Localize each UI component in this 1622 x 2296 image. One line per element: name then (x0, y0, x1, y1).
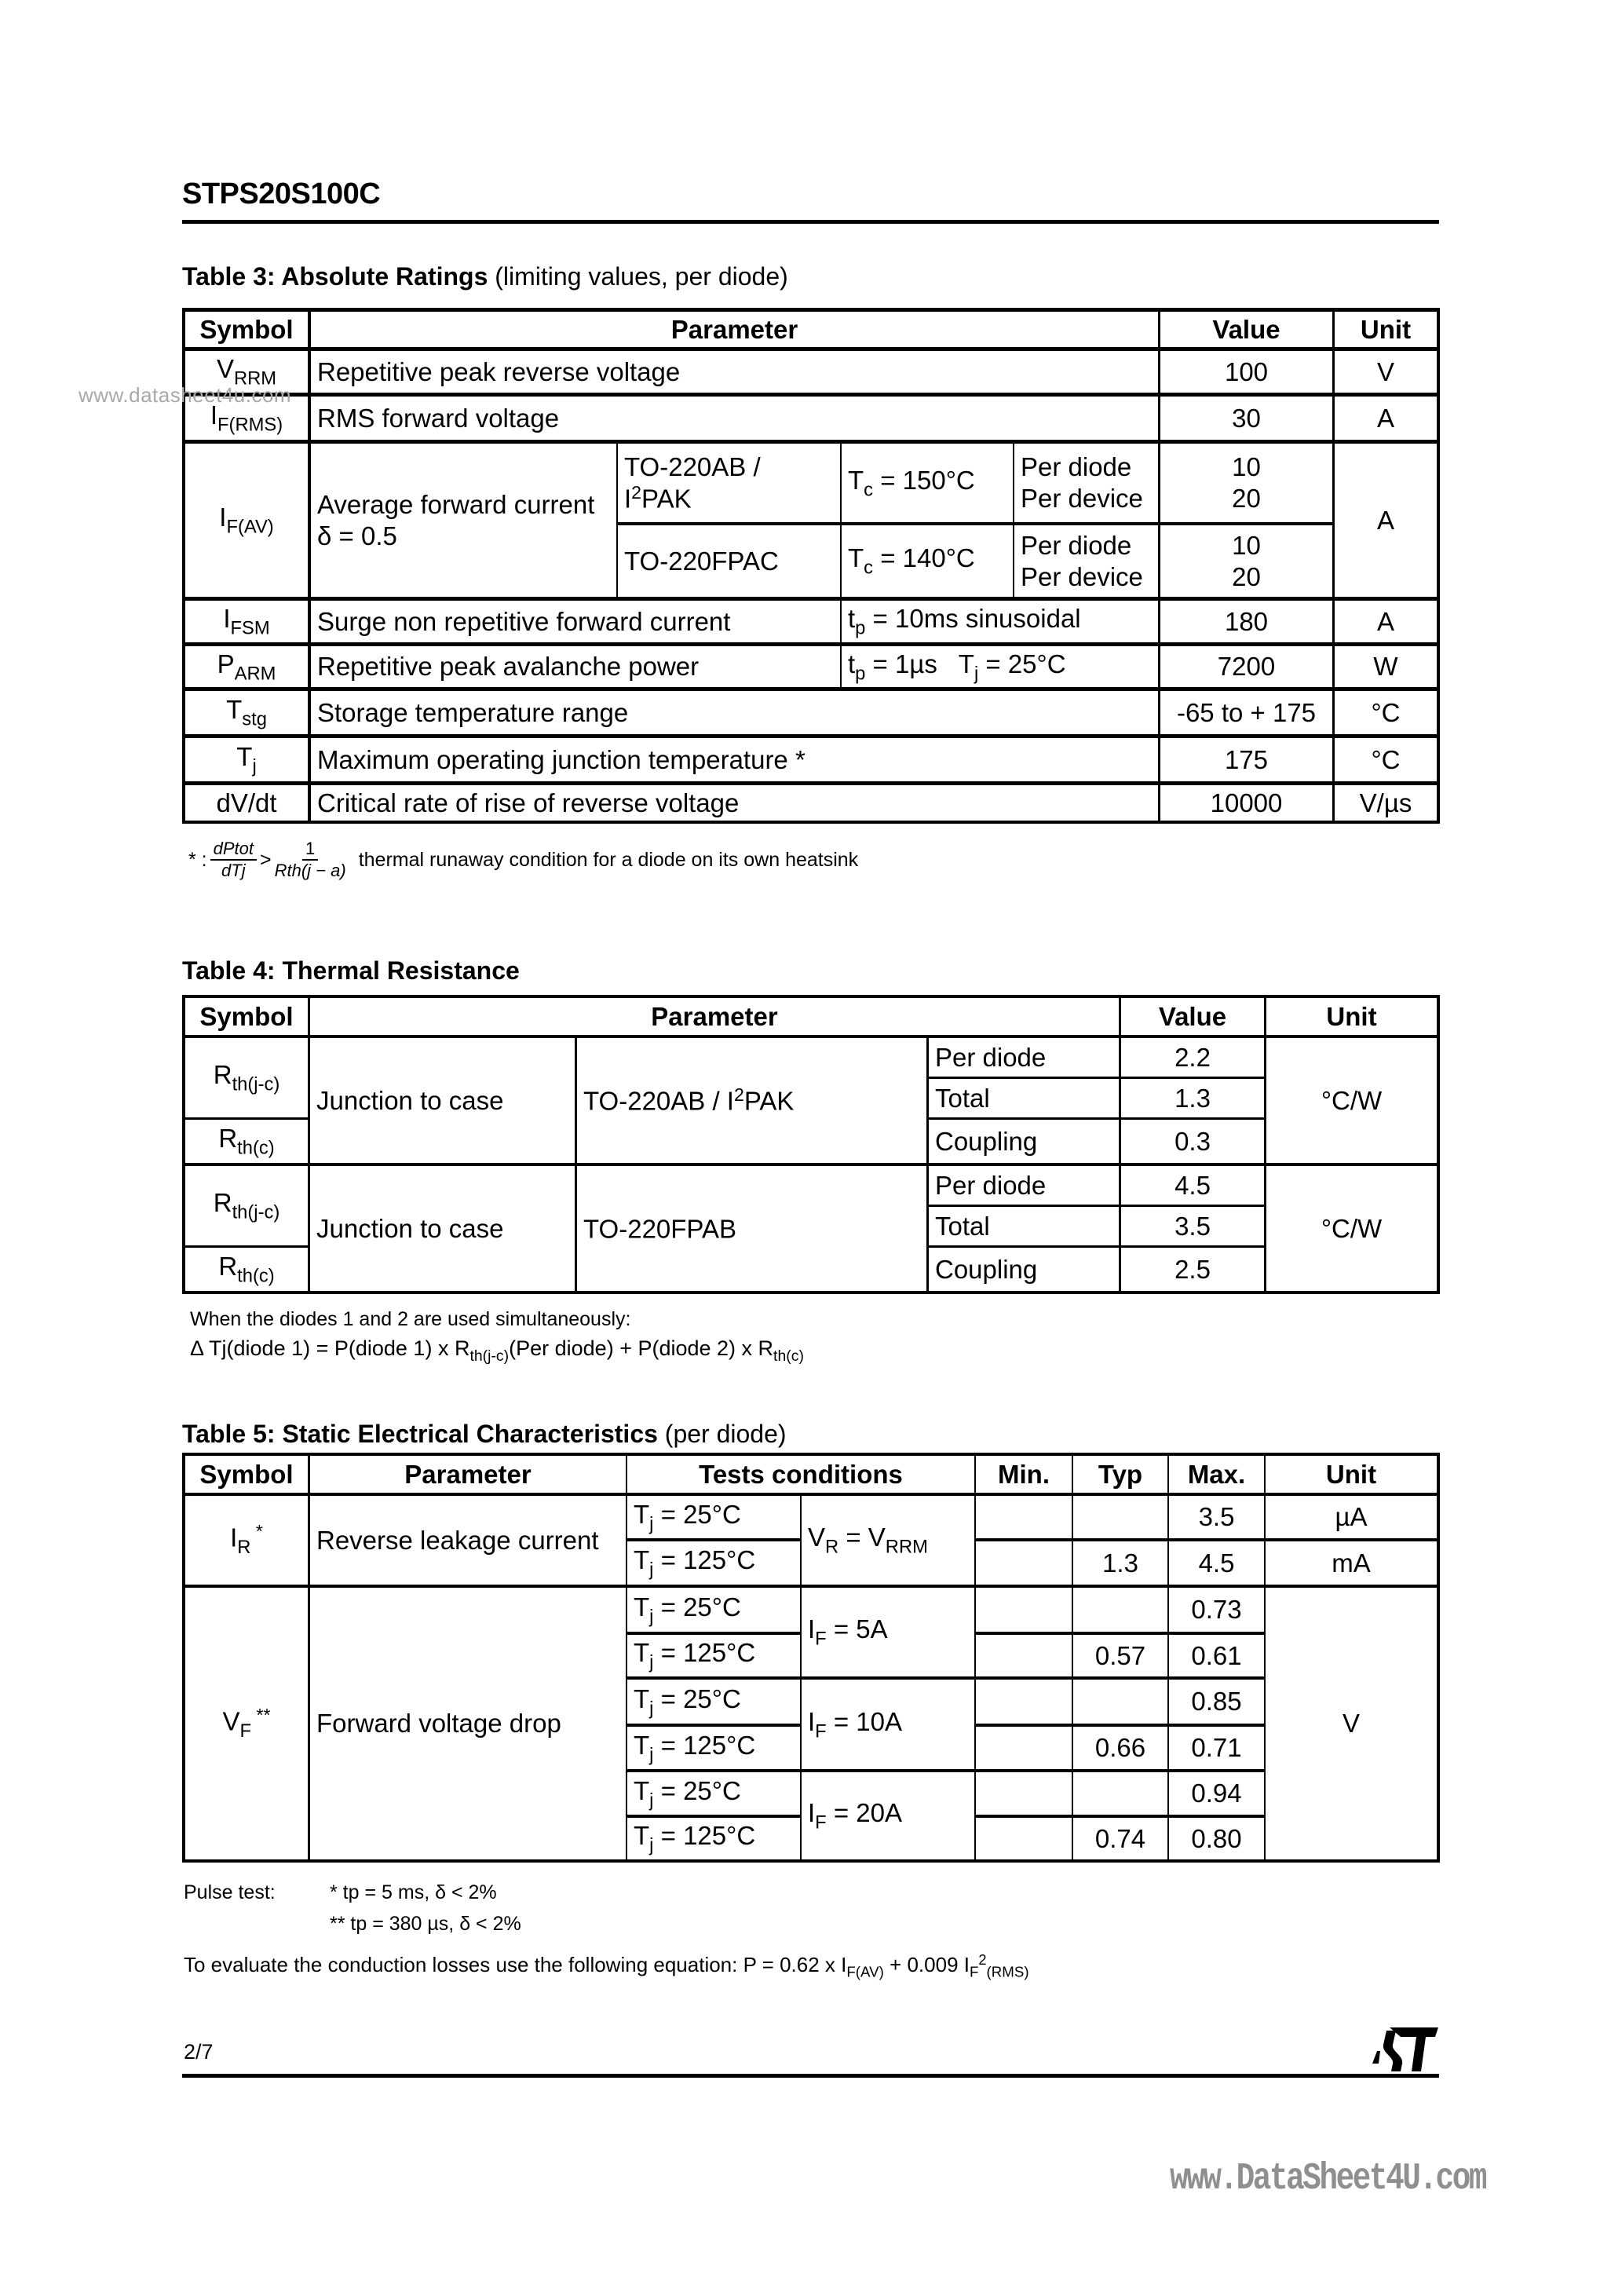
fraction-1-rth: $\frac{1}{\text{Rth(j − a)}}$ (274, 839, 346, 880)
table5-min (976, 1727, 1072, 1769)
table5-title-bold: Table 5: Static Electrical Characteristics (182, 1420, 658, 1448)
table4-value: 2.5 (1174, 1254, 1211, 1284)
table5-tj: $T_j = 125^\circ C$ (634, 1730, 756, 1765)
table4-label: Per diode (935, 1170, 1047, 1200)
table3-symbol-tstg: $T_{stg}$ (226, 695, 267, 730)
table5-min (976, 1818, 1072, 1859)
table4-symbol-rthjc-2: $R_{th(j-c)}$ (213, 1188, 280, 1223)
table5-max: 0.71 (1191, 1733, 1242, 1763)
table3-condition-parm: $t_p = 1\mu s$ $T_j = 25^\circ C$ (848, 649, 1066, 684)
table5-header-symbol: Symbol (199, 1459, 294, 1489)
table4-header-symbol: Symbol (199, 1001, 294, 1031)
table5-header-typ: Typ (1098, 1459, 1143, 1489)
table3-symbol-parm: $P_{ARM}$ (217, 649, 276, 684)
table5-unit: µA (1335, 1502, 1368, 1532)
table3-symbol-tj: $T_j$ (236, 742, 257, 777)
table3-value-tstg: -65 to + 175 (1176, 697, 1317, 727)
table3-param-tj: Maximum operating junction temperature * (317, 744, 806, 774)
table5-border-bottom (182, 1859, 1439, 1863)
table5-condition-if: $I_F = 10A$ (808, 1706, 903, 1742)
table4-label: Total (935, 1211, 990, 1241)
watermark-left: www.datasheet4u.com (79, 383, 292, 407)
table5-typ: 1.3 (1102, 1548, 1138, 1578)
table5-header-max: Max. (1187, 1459, 1246, 1489)
table3-condition-ifsm: $t_p = 10ms$ sinusoidal (848, 604, 1081, 639)
table5-max: 0.61 (1191, 1640, 1242, 1670)
table5-param-ir: Reverse leakage current (316, 1525, 599, 1555)
table5-unit-vf: V (1342, 1709, 1360, 1738)
table5-min (976, 1635, 1072, 1676)
table4-label: Total (935, 1083, 990, 1113)
table3-footnote: * : $\frac{\text{dPtot}}{\text{dTj}}$ > $\frac{1}{\text{Rth(j − a)}}$ thermal runaway condition for a diode on its own heatsink (188, 839, 859, 880)
table3-unit-tj: °C (1371, 744, 1401, 774)
header-rule (182, 220, 1439, 224)
table5-typ: 0.74 (1094, 1823, 1146, 1853)
table5-title (182, 1420, 787, 1449)
table5-param-vf: Forward voltage drop (316, 1709, 561, 1738)
table3-unit-parm: W (1373, 652, 1398, 682)
table5-typ: 0.66 (1094, 1733, 1146, 1763)
table4-unit-1: °C/W (1321, 1085, 1383, 1115)
table5-max: 4.5 (1198, 1548, 1235, 1578)
table5-typ (1073, 1772, 1167, 1815)
table4-symbol-rthjc-1: $R_{th(j-c)}$ (213, 1060, 280, 1095)
table5-typ (1073, 1496, 1167, 1538)
watermark-bottom: www.DataSheet4U.com (1170, 2158, 1486, 2200)
table4-value: 3.5 (1174, 1211, 1211, 1241)
table3-unit-tstg: °C (1371, 697, 1401, 727)
table3-param-dvdt: Critical rate of rise of reverse voltage (317, 788, 740, 817)
table3-labels-pkg1: Per diode Per device (1021, 452, 1143, 513)
table3-unit-dvdt: V/µs (1359, 788, 1412, 817)
table5-tj: $T_j = 25^\circ C$ (634, 1592, 741, 1627)
table3-symbol-ifsm: $I_{FSM}$ (223, 604, 270, 639)
table3-value-dvdt: 10000 (1210, 788, 1283, 817)
table3-package-to220ab: TO-220AB / $I^2PAK$ (624, 452, 761, 514)
table3-value-parm: 7200 (1217, 652, 1276, 682)
table5-max: 0.94 (1191, 1779, 1242, 1808)
table3-symbol-ifav: $I_{F(AV)}$ (219, 503, 274, 538)
table4-label: Coupling (935, 1254, 1038, 1284)
table3-param-ifav: Average forward current δ = 0.5 (317, 489, 595, 550)
table5-tj: $T_j = 25^\circ C$ (634, 1684, 741, 1719)
table5-tj: $T_j = 125^\circ C$ (634, 1821, 756, 1856)
table3-param-tstg: Storage temperature range (317, 697, 629, 727)
table4-note-line2: Δ Tj(diode 1) = P(diode 1) x $R_{th(j-c)}(Per$ diode) + P(diode 2) x $R_{th(c)}$ (190, 1336, 804, 1365)
fraction-dptot-dtj: $\frac{\text{dPtot}}{\text{dTj}}$ (210, 839, 257, 881)
table4-header-unit: Unit (1326, 1001, 1377, 1031)
table5-title-rest: (per diode) (657, 1420, 787, 1448)
table5-max: 0.85 (1191, 1687, 1242, 1717)
table5-tj: $T_j = 125^\circ C$ (634, 1638, 756, 1673)
table5-tj: $T_j = 125^\circ C$ (634, 1545, 756, 1581)
table3-values-pkg1: 10 20 (1232, 452, 1261, 513)
table3-symbol-ifrms: $I_{F(RMS)}$ (210, 400, 283, 436)
table5-tj: $T_j = 25^\circ C$ (634, 1499, 741, 1534)
table3-condition-tc140: $T_c = 140^\circ C$ (848, 543, 975, 579)
table3-condition-tc150: $T_c = 150^\circ C$ (848, 465, 975, 500)
table4-unit-2: °C/W (1321, 1213, 1383, 1243)
table4-title: Table 4: Thermal Resistance (182, 956, 520, 985)
table3-value-vrrm: 100 (1224, 356, 1269, 386)
table5-header-min: Min. (998, 1459, 1050, 1489)
table3-title-bold: Table 3: Absolute Ratings (182, 262, 488, 291)
table4-symbol-rthc-2: $R_{th(c)}$ (218, 1252, 275, 1287)
table4-value: 0.3 (1174, 1126, 1211, 1156)
table4-param-1: Junction to case (316, 1085, 504, 1115)
table4-border-right (1437, 995, 1440, 1294)
table5-condition-vr: $V_R = V_{RRM}$ (808, 1523, 928, 1558)
table5-unit: mA (1332, 1548, 1371, 1578)
table4-label: Coupling (935, 1126, 1038, 1156)
table3-package-to220fpac: TO-220FPAC (624, 546, 779, 576)
table3-border-right (1437, 308, 1440, 824)
table5-max: 3.5 (1198, 1502, 1235, 1532)
table5-tj: $T_j = 25^\circ C$ (634, 1775, 741, 1811)
table4-param-2: Junction to case (316, 1213, 504, 1243)
table5-typ (1073, 1680, 1167, 1724)
table4-note-line1: When the diodes 1 and 2 are used simultaneously: (190, 1308, 631, 1330)
table3-header-value: Value (1212, 314, 1280, 344)
table3-value-ifrms: 30 (1232, 403, 1261, 433)
table3-header-parameter: Parameter (670, 314, 798, 344)
table3-unit-ifrms: A (1376, 403, 1394, 433)
table5-header-tests: Tests conditions (699, 1459, 903, 1489)
table5-condition-if: $I_F = 20A$ (808, 1798, 903, 1834)
table3-values-pkg2: 10 20 (1232, 530, 1261, 591)
table5-min (976, 1496, 1072, 1538)
table3-param-ifrms: RMS forward voltage (317, 403, 560, 433)
table4-value: 4.5 (1174, 1170, 1211, 1200)
table3-border-bottom (182, 821, 1439, 824)
table3-unit-ifsm: A (1376, 606, 1394, 636)
table5-min (976, 1772, 1072, 1815)
pulse-test-note-1: * tp = 5 ms, δ < 2% (330, 1881, 497, 1903)
table5-header-parameter: Parameter (404, 1459, 532, 1489)
table4-package-2: TO-220FPAB (583, 1214, 737, 1244)
table3-labels-pkg2: Per diode Per device (1021, 530, 1143, 591)
table3-symbol-dvdt: dV/dt (216, 788, 277, 817)
pulse-test-label: Pulse test: (184, 1881, 276, 1903)
table3-value-ifsm: 180 (1224, 606, 1269, 636)
table4-package-1: $TO-220AB / I^2PAK$ (583, 1084, 795, 1116)
table5-min (976, 1588, 1072, 1632)
table5-typ (1073, 1588, 1167, 1632)
table4-label: Per diode (935, 1042, 1047, 1072)
table4-header-parameter: Parameter (651, 1001, 778, 1031)
table5-border-right (1437, 1453, 1440, 1863)
table5-typ: 0.57 (1094, 1640, 1146, 1670)
table3-title (182, 262, 788, 291)
table3-param-ifsm: Surge non repetitive forward current (317, 606, 731, 636)
footer-rule (182, 2074, 1439, 2078)
table5-header-unit: Unit (1325, 1459, 1377, 1489)
table5-min (976, 1680, 1072, 1724)
table3-param-vrrm: Repetitive peak reverse voltage (317, 356, 681, 386)
table3-value-tj: 175 (1224, 744, 1269, 774)
table3-header-symbol: Symbol (199, 314, 294, 344)
table4-value: 2.2 (1174, 1042, 1211, 1072)
table3-unit-vrrm: V (1376, 356, 1394, 386)
table3-param-parm: Repetitive peak avalanche power (317, 652, 700, 682)
conduction-losses-equation: To evaluate the conduction losses use the following equation: P = 0.62 x $I_{F(AV)} + 0.009$ $I_F^2_{(RMS)}$ (184, 1952, 1029, 1980)
table5-max: 0.80 (1191, 1823, 1242, 1853)
table3-title-rest: (limiting values, per diode) (488, 262, 788, 291)
table4-value: 1.3 (1174, 1083, 1211, 1113)
table5-condition-if: $I_F = 5A$ (808, 1614, 888, 1650)
table3-header-unit: Unit (1360, 314, 1412, 344)
table5-symbol-vf: $V_F$ ** (222, 1704, 271, 1742)
table5-symbol-ir: $I_R$ * (230, 1521, 263, 1559)
table3-unit-ifav: A (1376, 505, 1394, 535)
table4-border-bottom (182, 1291, 1439, 1294)
table4-symbol-rthc-1: $R_{th(c)}$ (218, 1124, 275, 1159)
pulse-test-note-2: ** tp = 380 µs, δ < 2% (330, 1913, 521, 1935)
page-number: 2/7 (184, 2040, 214, 2064)
table5-min (976, 1541, 1072, 1585)
document-title: STPS20S100C (182, 177, 381, 210)
table5-max: 0.73 (1191, 1595, 1242, 1625)
table4-header-value: Value (1158, 1001, 1227, 1031)
st-logo-icon (1372, 2027, 1438, 2071)
table3-symbol-vrrm: $V_{RRM}$ (216, 354, 277, 389)
